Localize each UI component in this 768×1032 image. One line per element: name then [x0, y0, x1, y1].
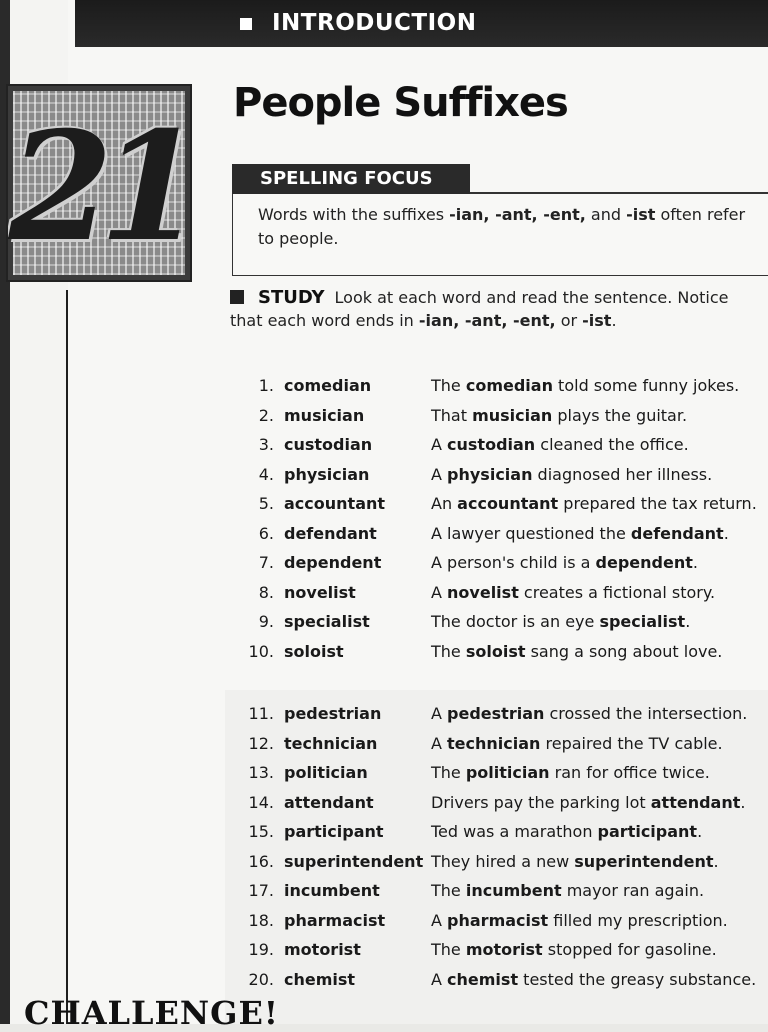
example-sentence [431, 376, 739, 395]
word-row [238, 881, 768, 911]
example-sentence [431, 642, 722, 661]
sentence-keyword: soloist [465, 641, 526, 661]
word-number: 15. [248, 822, 274, 841]
sentence-keyword: novelist [447, 582, 519, 602]
sentence-keyword: technician [447, 733, 541, 753]
word-row [238, 553, 768, 583]
spelling-focus-label: SPELLING FOCUS [232, 164, 470, 194]
word-row [238, 612, 768, 642]
word-row [238, 435, 768, 465]
spelling-word: soloist [284, 641, 344, 661]
sentence-end: mayor ran again. [561, 881, 705, 900]
sentence-end: ran for office twice. [549, 763, 710, 782]
sentence-keyword: musician [472, 405, 553, 425]
word-row [238, 940, 768, 970]
word-row [238, 734, 768, 764]
sentence-start: That [431, 405, 473, 425]
word-row [238, 793, 768, 823]
word-number: 4. [258, 464, 274, 484]
sentence-keyword: custodian [447, 435, 536, 454]
word-number: 19. [248, 940, 274, 959]
word-number: 8. [258, 582, 274, 602]
sentence-start: The [431, 376, 466, 395]
word-row [238, 911, 768, 941]
lesson-title: People Suffixes [233, 80, 568, 126]
sentence-end: told some funny jokes. [552, 376, 740, 395]
sentence-start: The [431, 940, 466, 959]
sentence-end: . [685, 612, 691, 631]
word-list-main [238, 376, 768, 671]
spelling-word: chemist [284, 969, 356, 989]
sentence-end: prepared the tax return. [558, 494, 757, 513]
word-row [238, 465, 768, 495]
study-instructions [230, 286, 765, 332]
sentence-start: The doctor is an eye [431, 612, 600, 631]
word-row [238, 494, 768, 524]
sentence-end: . [692, 553, 698, 572]
example-sentence [431, 852, 719, 871]
spelling-word: pharmacist [284, 910, 386, 930]
word-number: 20. [248, 969, 274, 989]
gutter-rule [66, 290, 68, 1024]
example-sentence [431, 583, 715, 602]
sentence-start: They hired a new [431, 851, 575, 871]
lesson-number: 21 [8, 99, 190, 275]
sentence-keyword: superintendent [574, 851, 714, 871]
example-sentence [431, 734, 723, 753]
study-label: STUDY [258, 287, 325, 308]
sentence-start: A [431, 464, 448, 484]
example-sentence [431, 881, 704, 900]
section-title: INTRODUCTION [272, 10, 477, 36]
example-sentence [431, 406, 687, 425]
sentence-start: A person's child is a [431, 553, 596, 572]
sentence-start: The [431, 881, 466, 900]
word-number: 1. [258, 376, 274, 395]
word-row [238, 524, 768, 554]
spelling-word: superintendent [284, 851, 424, 871]
word-number: 2. [258, 405, 274, 425]
sentence-keyword: physician [447, 464, 533, 484]
spelling-word: participant [284, 822, 384, 841]
sentence-end: sang a song about love. [525, 641, 723, 661]
sentence-start: A [431, 704, 448, 723]
sentence-end: cleaned the office. [535, 435, 689, 454]
spelling-word: dependent [284, 553, 382, 572]
word-row [238, 970, 768, 1000]
spelling-word: pedestrian [284, 704, 382, 723]
example-sentence [431, 465, 712, 484]
example-sentence [431, 822, 702, 841]
sentence-end: . [697, 822, 703, 841]
word-row [238, 642, 768, 672]
sentence-keyword: comedian [465, 376, 553, 395]
word-number: 14. [248, 792, 274, 812]
sentence-end: creates a fictional story. [518, 582, 716, 602]
sentence-start: Ted was a marathon [431, 822, 598, 841]
sentence-end: plays the guitar. [552, 405, 688, 425]
sentence-keyword: accountant [457, 494, 559, 513]
example-sentence [431, 553, 698, 572]
word-number: 7. [258, 553, 274, 572]
sentence-end: filled my prescription. [548, 910, 728, 930]
challenge-label: CHALLENGE! [24, 994, 279, 1032]
word-number: 16. [248, 851, 274, 871]
example-sentence [431, 524, 729, 543]
sentence-end: diagnosed her illness. [532, 464, 713, 484]
sentence-start: A lawyer questioned the [431, 523, 631, 543]
spelling-word: politician [284, 763, 368, 782]
spelling-word: motorist [284, 940, 361, 959]
example-sentence [431, 763, 710, 782]
sentence-keyword: attendant [650, 792, 741, 812]
sentence-end: repaired the TV cable. [540, 733, 723, 753]
spelling-word: technician [284, 733, 378, 753]
sentence-end: . [713, 851, 719, 871]
sentence-keyword: participant [597, 822, 698, 841]
study-bullet-icon [230, 290, 244, 304]
sentence-start: A [431, 582, 448, 602]
spelling-word: attendant [284, 792, 374, 812]
sentence-keyword: chemist [447, 969, 519, 989]
lesson-number-block [6, 84, 192, 282]
word-number: 5. [258, 494, 274, 513]
sentence-keyword: pedestrian [447, 704, 545, 723]
word-number: 17. [248, 881, 274, 900]
sentence-keyword: pharmacist [447, 910, 549, 930]
sentence-start: A [431, 733, 448, 753]
word-row [238, 704, 768, 734]
study-instruction-line1: Look at each word and read the sentence. Notice [334, 288, 729, 307]
spelling-word: incumbent [284, 881, 380, 900]
word-row [238, 406, 768, 436]
spelling-word: accountant [284, 494, 386, 513]
sentence-end: . [723, 523, 729, 543]
word-number: 12. [248, 733, 274, 753]
spelling-word: physician [284, 464, 370, 484]
spelling-word: specialist [284, 612, 370, 631]
word-number: 3. [258, 435, 274, 454]
example-sentence [431, 494, 757, 513]
example-sentence [431, 793, 745, 812]
spelling-focus-text: Words with the suffixes -ian, -ant, -ent, and -ist often refer to people. [258, 205, 746, 248]
word-row [238, 763, 768, 793]
study-instruction-line2: that each word ends in -ian, -ant, -ent, or -ist. [230, 311, 617, 330]
spelling-word: comedian [284, 376, 372, 395]
word-number: 11. [248, 704, 274, 723]
sentence-start: A [431, 910, 448, 930]
sentence-start: The [431, 641, 466, 661]
word-number: 10. [248, 641, 274, 661]
sentence-start: A [431, 969, 448, 989]
sentence-end: crossed the intersection. [544, 704, 748, 723]
word-number: 18. [248, 910, 274, 930]
word-list-challenge [238, 704, 768, 999]
word-row [238, 852, 768, 882]
spelling-focus-rule [470, 192, 768, 194]
sentence-start: The [431, 763, 466, 782]
word-number: 6. [258, 523, 274, 543]
example-sentence [431, 612, 690, 631]
spelling-word: defendant [284, 523, 377, 543]
word-row [238, 376, 768, 406]
sentence-keyword: incumbent [465, 881, 562, 900]
example-sentence [431, 435, 689, 454]
sentence-keyword: politician [465, 763, 550, 782]
sentence-end: stopped for gasoline. [542, 940, 717, 959]
sentence-start: An [431, 494, 458, 513]
example-sentence [431, 940, 717, 959]
sentence-start: A [431, 435, 448, 454]
sentence-keyword: defendant [630, 523, 724, 543]
word-number: 9. [258, 612, 274, 631]
example-sentence [431, 911, 728, 930]
sentence-keyword: specialist [599, 612, 686, 631]
sentence-keyword: dependent [595, 553, 693, 572]
sentence-end: tested the greasy substance. [518, 969, 757, 989]
word-row [238, 822, 768, 852]
word-row [238, 583, 768, 613]
spelling-word: musician [284, 405, 365, 425]
header-bullet-icon [240, 18, 252, 30]
sentence-keyword: motorist [465, 940, 543, 959]
sentence-end: . [740, 792, 746, 812]
example-sentence [431, 704, 747, 723]
word-number: 13. [248, 763, 274, 782]
sentence-start: Drivers pay the parking lot [431, 792, 651, 812]
example-sentence [431, 970, 756, 989]
spelling-word: novelist [284, 582, 356, 602]
spelling-word: custodian [284, 435, 373, 454]
